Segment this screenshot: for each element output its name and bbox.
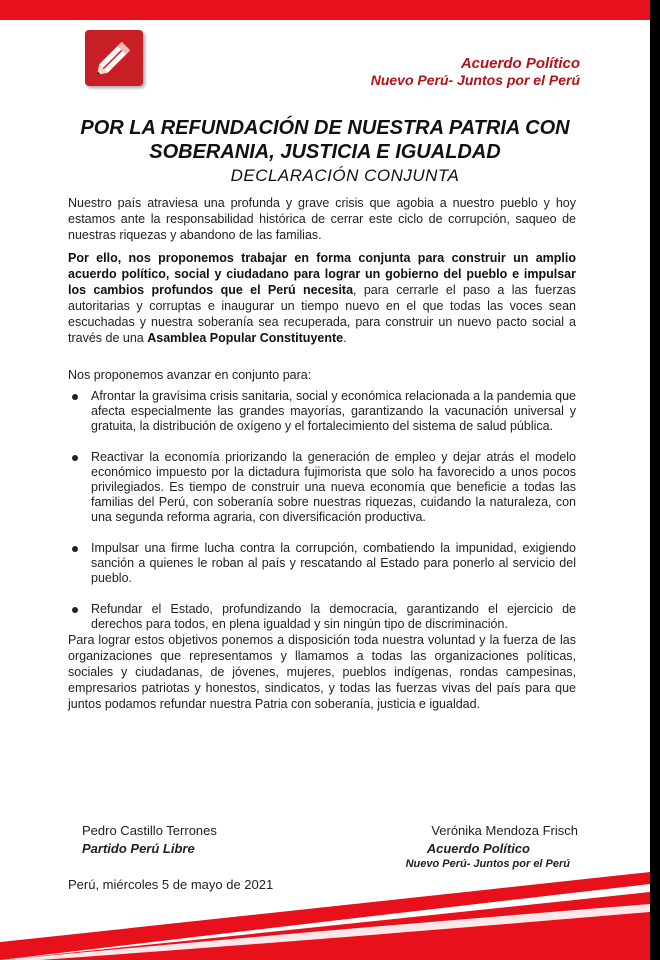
list-item [68,389,576,434]
signatory-name-right: Verónika Mendoza Frisch [431,823,578,838]
bullet-icon [72,607,78,613]
signatory-name-left: Pedro Castillo Terrones [82,823,217,838]
document-date: Perú, miércoles 5 de mayo de 2021 [68,877,274,892]
signature-left [82,822,217,858]
paragraph-proposal-bold: Por ello, nos proponemos trabajar en forma conjunta para construir un amplio acuerdo político, social y ciudadano para lograr un gobierno del pueblo e impulsar los cambios profundos que el Perú necesita [68,251,576,297]
objectives-list [68,389,576,632]
list-item-text: Refundar el Estado, profundizando la democracia, garantizando el ejercicio de derechos para todos, en plena igualdad y sin ningún tipo de discriminación. [91,602,576,631]
signatory-org-right-line-1: Acuerdo Político [426,841,530,856]
bullet-icon [72,546,78,552]
bullet-icon [72,455,78,461]
paragraph-closing: Para lograr estos objetivos ponemos a disposición toda nuestra voluntad y la fuerza de las organizaciones que representamos y llamamos a todas las organizaciones políticas, sociales y ciudadanas, de jóvenes, mujeres, pueblos indígenas, rondas campesinas, empresarios patriotas y honestos, sindicatos, y todas las fuerzas vivas del país para que juntos podamos refundar nuestra Patria con soberanía, justicia e igualdad. [68,633,576,711]
list-item [68,450,576,525]
document-title [40,116,610,164]
list-item [68,541,576,586]
paragraph-proposal [68,250,576,346]
list-item-text: Reactivar la economía priorizando la generación de empleo y dejar atrás el modelo económico impuesto por la dictadura fujimorista que solo ha favorecido a unos pocos privilegiados. Es tiempo de construir una nueva economía que beneficie a todas las familias del Perú, con soberanía sobre nuestras riquezas, cuidando la naturaleza, con una segunda reforma agraria, con diversificación productiva. [91,450,576,524]
pencil-icon [85,30,143,86]
top-red-bar [0,0,650,20]
paragraph-lead-in: Nos proponemos avanzar en conjunto para: [68,368,312,382]
organization-brand [371,55,580,88]
paragraph-proposal-bold-end: Asamblea Popular Constituyente [147,331,344,345]
bullet-icon [72,394,78,400]
paragraph-proposal-normal: , para cerrarle el paso a las fuerzas autoritarias y corruptas e inaugurar un tiempo nuevo en el que todas las voces sean escuchadas y nuestra soberanía sea recuperada, para construir un nuevo pacto social a través de una [68,283,576,345]
title-line-1: POR LA REFUNDACIÓN DE NUESTRA PATRIA CON [80,117,570,139]
signatory-org-right-line-2: Nuevo Perú- Juntos por el Perú [405,858,570,870]
document-subtitle: DECLARACIÓN CONJUNTA [230,166,460,185]
list-item-text: Impulsar una firme lucha contra la corrupción, combatiendo la impunidad, exigiendo sanción a quienes le roban al país y rescatando al Estado para ponerlo al servicio del pueblo. [91,541,576,585]
title-line-2: SOBERANIA, JUSTICIA E IGUALDAD [149,141,501,163]
brand-line-2: Nuevo Perú- Juntos por el Perú [370,72,580,88]
signature-right [406,822,578,871]
paragraph-intro: Nuestro país atraviesa una profunda y grave crisis que agobia a nuestro pueblo y hoy estamos ante la responsabilidad histórica de cerrar este ciclo de corrupción, saqueo de nuestras riquezas y abandono de las familias. [68,196,576,242]
list-item [68,602,576,632]
brand-line-1: Acuerdo Político [460,55,580,72]
list-item-text: Afrontar la gravísima crisis sanitaria, social y económica relacionada a la pandemia que afecta especialmente las grandes mayorías, garantizando la vacunación universal y gratuita, la distribución de oxígeno y el fortalecimiento del sistema de salud pública. [91,389,576,433]
paragraph-proposal-end: . [343,331,347,345]
signatory-org-left: Partido Perú Libre [82,841,195,856]
